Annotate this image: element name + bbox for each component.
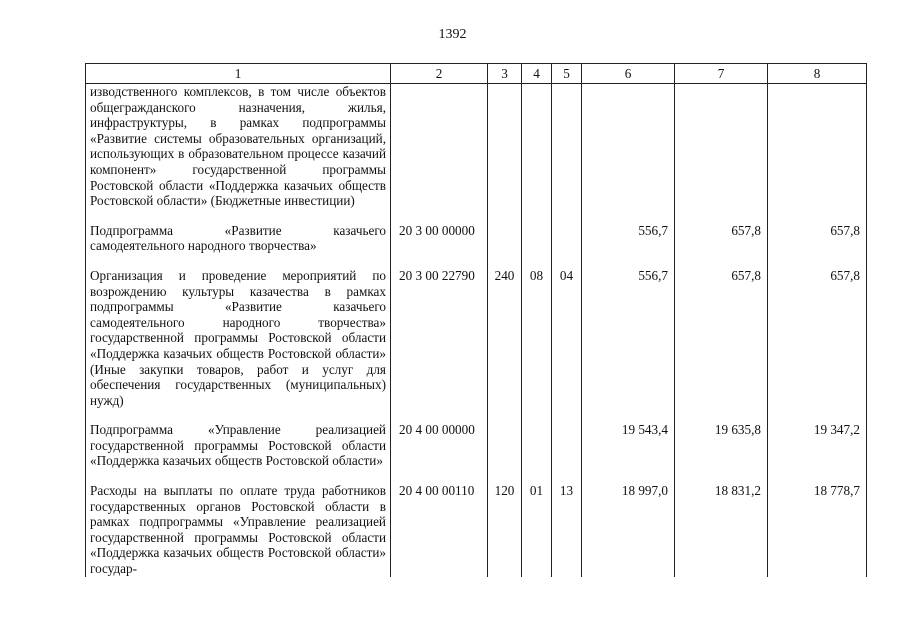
row-description: Подпрограмма «Развитие казачьего самодеятельного народного творчества» bbox=[86, 223, 391, 254]
column-header: 2 bbox=[391, 64, 488, 84]
section: 01 bbox=[522, 483, 552, 577]
section bbox=[522, 223, 552, 254]
subsection bbox=[552, 422, 582, 469]
amount-year-3: 657,8 bbox=[768, 268, 867, 408]
amount-year-2: 657,8 bbox=[675, 223, 768, 254]
target-code: 20 4 00 00000 bbox=[391, 422, 488, 469]
expense-type bbox=[488, 223, 522, 254]
column-header: 5 bbox=[552, 64, 582, 84]
row-description: Организация и проведение мероприятий по возрождению культуры казачества в рамках подпрограммы «Развитие казачьего самодеятельного народного творчества» государственной программы Ростовской области «Поддержка казачьих обществ Ростовской области» (Иные закупки товаров, работ и услуг для обеспечения государственных (муниципальных) нужд) bbox=[86, 268, 391, 408]
row-description: изводственного комплексов, в том числе объектов общегражданского назначения, жилья, инфраструктуры, в рамках подпрограммы «Развитие системы образовательных организаций, использующих в образовательном процессе казачий компонент» государственной программы Ростовской области «Поддержка казачьих обществ Ростовской области» (Бюджетные инвестиции) bbox=[86, 84, 391, 209]
target-code bbox=[391, 84, 488, 209]
expense-type: 240 bbox=[488, 268, 522, 408]
section bbox=[522, 84, 552, 209]
column-header: 3 bbox=[488, 64, 522, 84]
target-code: 20 3 00 22790 bbox=[391, 268, 488, 408]
subsection: 13 bbox=[552, 483, 582, 577]
amount-year-2: 657,8 bbox=[675, 268, 768, 408]
table-row bbox=[86, 483, 867, 577]
amount-year-3 bbox=[768, 84, 867, 209]
subsection bbox=[552, 223, 582, 254]
amount-year-1: 556,7 bbox=[582, 223, 675, 254]
target-code: 20 4 00 00110 bbox=[391, 483, 488, 577]
target-code: 20 3 00 00000 bbox=[391, 223, 488, 254]
amount-year-1 bbox=[582, 84, 675, 209]
amount-year-3: 18 778,7 bbox=[768, 483, 867, 577]
table-row bbox=[86, 422, 867, 469]
row-description: Расходы на выплаты по оплате труда работников государственных органов Ростовской области в рамках подпрограммы «Управление реализацией государственной программы Ростовской области «Поддержка казачьих обществ Ростовской области» государ- bbox=[86, 483, 391, 577]
column-header: 7 bbox=[675, 64, 768, 84]
row-description: Подпрограмма «Управление реализацией государственной программы Ростовской области «Поддержка казачьих обществ Ростовской области» bbox=[86, 422, 391, 469]
amount-year-2: 19 635,8 bbox=[675, 422, 768, 469]
amount-year-1: 18 997,0 bbox=[582, 483, 675, 577]
amount-year-3: 657,8 bbox=[768, 223, 867, 254]
amount-year-1: 19 543,4 bbox=[582, 422, 675, 469]
amount-year-1: 556,7 bbox=[582, 268, 675, 408]
column-header: 4 bbox=[522, 64, 552, 84]
column-header: 6 bbox=[582, 64, 675, 84]
subsection: 04 bbox=[552, 268, 582, 408]
table-row bbox=[86, 268, 867, 408]
expense-type bbox=[488, 422, 522, 469]
table-row bbox=[86, 223, 867, 254]
expense-type bbox=[488, 84, 522, 209]
page-number: 1392 bbox=[438, 27, 467, 42]
column-header: 8 bbox=[768, 64, 867, 84]
budget-table bbox=[85, 63, 867, 577]
table-row bbox=[86, 84, 867, 209]
section bbox=[522, 422, 552, 469]
table-header-row bbox=[86, 64, 867, 84]
section: 08 bbox=[522, 268, 552, 408]
amount-year-2: 18 831,2 bbox=[675, 483, 768, 577]
column-header: 1 bbox=[86, 64, 391, 84]
amount-year-3: 19 347,2 bbox=[768, 422, 867, 469]
expense-type: 120 bbox=[488, 483, 522, 577]
amount-year-2 bbox=[675, 84, 768, 209]
subsection bbox=[552, 84, 582, 209]
